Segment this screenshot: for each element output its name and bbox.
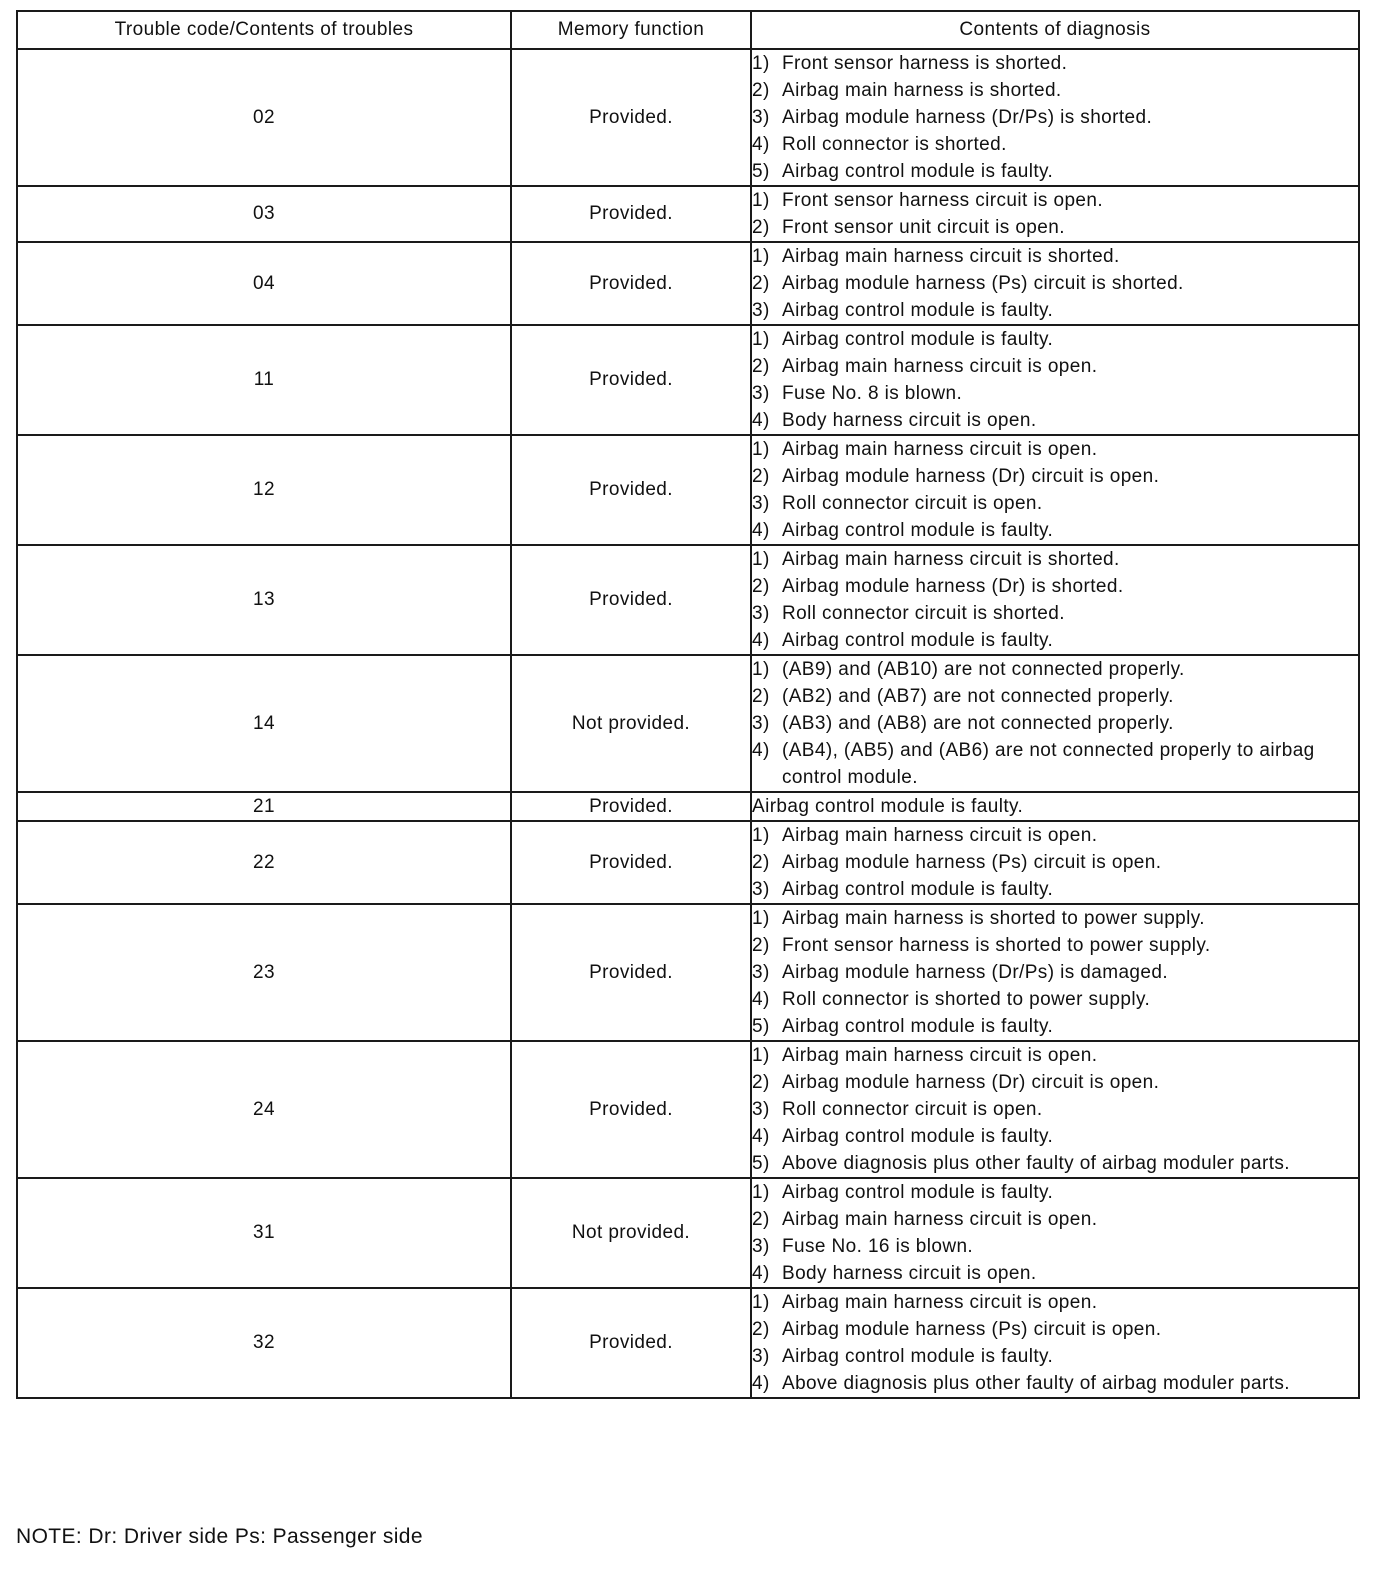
diagnosis-item-text: Airbag module harness (Ps) circuit is shorted. [782, 273, 1184, 294]
diagnosis-item [752, 959, 1358, 986]
diagnosis-item-number: 4) [752, 410, 770, 431]
diagnosis-item-text: Front sensor harness circuit is open. [782, 190, 1104, 211]
diagnosis-cell [751, 821, 1359, 904]
trouble-code-cell: 32 [17, 1288, 511, 1398]
header-memory-function: Memory function [511, 11, 751, 49]
trouble-code-cell: 24 [17, 1041, 511, 1178]
memory-function-cell: Provided. [511, 49, 751, 186]
diagnosis-item-text: Roll connector is shorted. [782, 134, 1007, 155]
diagnosis-item [752, 1042, 1358, 1069]
memory-function-cell: Provided. [511, 904, 751, 1041]
diagnosis-item-number: 1) [752, 53, 770, 74]
trouble-code-cell: 22 [17, 821, 511, 904]
diagnosis-item [752, 1096, 1358, 1123]
table-row [17, 545, 1359, 655]
diagnosis-item-number: 1) [752, 190, 770, 211]
diagnosis-item [752, 1179, 1358, 1206]
diagnosis-item-text: Airbag control module is faulty. [782, 630, 1054, 651]
diagnosis-item [752, 380, 1358, 407]
diagnosis-item-text: Airbag module harness (Dr/Ps) is damaged. [782, 962, 1169, 983]
diagnosis-list [752, 187, 1358, 241]
header-trouble-code: Trouble code/Contents of troubles [17, 11, 511, 49]
table-row [17, 49, 1359, 186]
table-row [17, 792, 1359, 821]
memory-function-cell: Provided. [511, 435, 751, 545]
diagnosis-item-number: 4) [752, 1373, 770, 1394]
diagnosis-item [752, 131, 1358, 158]
diagnosis-item-text: Airbag main harness circuit is open. [782, 1045, 1098, 1066]
diagnosis-item-number: 3) [752, 879, 770, 900]
diagnosis-item [752, 353, 1358, 380]
diagnosis-item-number: 3) [752, 603, 770, 624]
trouble-code-cell: 02 [17, 49, 511, 186]
diagnosis-item [752, 600, 1358, 627]
diagnosis-item [752, 1013, 1358, 1040]
diagnosis-item-text: Airbag module harness (Dr) circuit is open. [782, 466, 1160, 487]
memory-function-cell: Provided. [511, 545, 751, 655]
table-row [17, 186, 1359, 242]
table-header-row [17, 11, 1359, 49]
diagnosis-item-number: 3) [752, 1236, 770, 1257]
diagnosis-item-text: Airbag control module is faulty. [782, 879, 1054, 900]
diagnosis-item-text: Above diagnosis plus other faulty of airbag moduler parts. [782, 1153, 1290, 1174]
memory-function-cell: Provided. [511, 186, 751, 242]
diagnosis-item-number: 2) [752, 686, 770, 707]
diagnosis-item-number: 3) [752, 962, 770, 983]
diagnosis-cell [751, 242, 1359, 325]
memory-function-cell: Not provided. [511, 655, 751, 792]
diagnosis-item-number: 2) [752, 1319, 770, 1340]
diagnosis-item-number: 2) [752, 273, 770, 294]
diagnosis-item [752, 214, 1358, 241]
diagnosis-item-number: 1) [752, 908, 770, 929]
diagnosis-item-number: 2) [752, 217, 770, 238]
diagnosis-item-number: 5) [752, 1153, 770, 1174]
trouble-code-cell: 11 [17, 325, 511, 435]
diagnosis-item-number: 5) [752, 161, 770, 182]
diagnosis-item [752, 573, 1358, 600]
diagnosis-item [752, 932, 1358, 959]
diagnosis-item-number: 1) [752, 246, 770, 267]
diagnosis-item-number: 4) [752, 989, 770, 1010]
diagnosis-cell [751, 1178, 1359, 1288]
diagnosis-item [752, 297, 1358, 324]
diagnosis-item-text: Roll connector circuit is shorted. [782, 603, 1065, 624]
diagnosis-item-number: 4) [752, 630, 770, 651]
diagnosis-item-text: Airbag main harness circuit is open. [782, 1292, 1098, 1313]
trouble-code-cell: 04 [17, 242, 511, 325]
diagnosis-item-text: Airbag main harness is shorted to power supply. [782, 908, 1205, 929]
diagnosis-list [752, 436, 1358, 544]
diagnosis-item [752, 627, 1358, 654]
header-contents-of-diagnosis: Contents of diagnosis [751, 11, 1359, 49]
diagnosis-item [752, 905, 1358, 932]
diagnosis-item [752, 1260, 1358, 1287]
diagnosis-item-text: Roll connector is shorted to power supply. [782, 989, 1151, 1010]
diagnosis-item-text: Front sensor harness is shorted to power supply. [782, 935, 1211, 956]
diagnosis-list [752, 546, 1358, 654]
diagnosis-item-text: Roll connector circuit is open. [782, 1099, 1043, 1120]
table-row [17, 904, 1359, 1041]
diagnosis-item-text: Airbag module harness (Dr) circuit is open. [782, 1072, 1160, 1093]
diagnosis-item-text: Airbag main harness circuit is open. [782, 825, 1098, 846]
diagnosis-item [752, 1289, 1358, 1316]
diagnosis-list [752, 822, 1358, 903]
diagnosis-item-number: 2) [752, 852, 770, 873]
table-row [17, 325, 1359, 435]
diagnosis-item-number: 4) [752, 134, 770, 155]
diagnosis-item [752, 1123, 1358, 1150]
diagnosis-item [752, 158, 1358, 185]
diagnosis-cell [751, 1288, 1359, 1398]
diagnosis-item-text: Airbag control module is faulty. [782, 520, 1054, 541]
diagnosis-item-number: 3) [752, 300, 770, 321]
diagnosis-list [752, 905, 1358, 1040]
diagnosis-cell [751, 1041, 1359, 1178]
diagnosis-item [752, 326, 1358, 353]
diagnosis-item-text: Airbag main harness is shorted. [782, 80, 1062, 101]
diagnosis-item-number: 3) [752, 107, 770, 128]
diagnosis-item-text: (AB4), (AB5) and (AB6) are not connected properly to airbag control module. [782, 740, 1315, 788]
diagnosis-item [752, 187, 1358, 214]
trouble-code-table [16, 10, 1360, 1399]
diagnosis-list [752, 1289, 1358, 1397]
diagnosis-item [752, 490, 1358, 517]
diagnosis-item-text: Above diagnosis plus other faulty of airbag moduler parts. [782, 1373, 1290, 1394]
diagnosis-cell [751, 792, 1359, 821]
trouble-code-cell: 23 [17, 904, 511, 1041]
footnote: NOTE: Dr: Driver side Ps: Passenger side [16, 1525, 423, 1548]
diagnosis-item [752, 683, 1358, 710]
diagnosis-item-text: Airbag control module is faulty. [782, 1126, 1054, 1147]
diagnosis-item-number: 2) [752, 576, 770, 597]
diagnosis-item-number: 3) [752, 1346, 770, 1367]
diagnosis-item [752, 50, 1358, 77]
diagnosis-item-text: Airbag main harness circuit is shorted. [782, 246, 1120, 267]
diagnosis-item-number: 2) [752, 1072, 770, 1093]
table-row [17, 242, 1359, 325]
diagnosis-item-number: 4) [752, 1126, 770, 1147]
diagnosis-item-number: 1) [752, 1292, 770, 1313]
memory-function-cell: Provided. [511, 242, 751, 325]
diagnosis-item-text: Airbag control module is faulty. [782, 1182, 1054, 1203]
diagnosis-item [752, 737, 1358, 791]
diagnosis-cell [751, 435, 1359, 545]
diagnosis-item [752, 407, 1358, 434]
diagnosis-item [752, 876, 1358, 903]
table-row [17, 655, 1359, 792]
table-body [17, 49, 1359, 1398]
trouble-code-sheet [16, 10, 1358, 1399]
trouble-code-cell: 03 [17, 186, 511, 242]
diagnosis-item-text: Front sensor unit circuit is open. [782, 217, 1065, 238]
diagnosis-item-text: Airbag control module is faulty. [782, 300, 1054, 321]
diagnosis-item-number: 2) [752, 356, 770, 377]
trouble-code-cell: 14 [17, 655, 511, 792]
memory-function-cell: Provided. [511, 1288, 751, 1398]
diagnosis-item [752, 243, 1358, 270]
diagnosis-item-text: Body harness circuit is open. [782, 410, 1037, 431]
diagnosis-item [752, 822, 1358, 849]
diagnosis-item [752, 436, 1358, 463]
diagnosis-item-text: Airbag control module is faulty. [782, 1016, 1054, 1037]
diagnosis-item [752, 463, 1358, 490]
diagnosis-item-number: 1) [752, 439, 770, 460]
diagnosis-item-number: 2) [752, 1209, 770, 1230]
diagnosis-item [752, 986, 1358, 1013]
diagnosis-item-number: 2) [752, 80, 770, 101]
diagnosis-item-number: 1) [752, 549, 770, 570]
diagnosis-item-number: 5) [752, 1016, 770, 1037]
trouble-code-cell: 21 [17, 792, 511, 821]
diagnosis-cell [751, 904, 1359, 1041]
diagnosis-item [752, 270, 1358, 297]
memory-function-cell: Provided. [511, 792, 751, 821]
table-row [17, 821, 1359, 904]
diagnosis-item [752, 1343, 1358, 1370]
diagnosis-item-number: 1) [752, 1182, 770, 1203]
diagnosis-item [752, 1316, 1358, 1343]
diagnosis-cell [751, 49, 1359, 186]
diagnosis-item [752, 517, 1358, 544]
diagnosis-item-number: 3) [752, 383, 770, 404]
diagnosis-item [752, 710, 1358, 737]
diagnosis-item-text: Airbag control module is faulty. [782, 329, 1054, 350]
trouble-code-cell: 31 [17, 1178, 511, 1288]
diagnosis-item-number: 3) [752, 493, 770, 514]
diagnosis-item-text: Airbag module harness (Ps) circuit is open. [782, 1319, 1162, 1340]
memory-function-cell: Provided. [511, 325, 751, 435]
table-row [17, 435, 1359, 545]
diagnosis-item [752, 1069, 1358, 1096]
diagnosis-item-text: (AB9) and (AB10) are not connected properly. [782, 659, 1185, 680]
diagnosis-list [752, 50, 1358, 185]
diagnosis-cell [751, 186, 1359, 242]
diagnosis-item-number: 4) [752, 740, 770, 761]
diagnosis-item-text: Airbag module harness (Dr/Ps) is shorted. [782, 107, 1153, 128]
diagnosis-item-number: 3) [752, 1099, 770, 1120]
diagnosis-item-text: Airbag main harness circuit is open. [782, 1209, 1098, 1230]
diagnosis-item-text: Airbag module harness (Ps) circuit is open. [782, 852, 1162, 873]
diagnosis-item-number: 1) [752, 659, 770, 680]
diagnosis-item-text: Body harness circuit is open. [782, 1263, 1037, 1284]
memory-function-cell: Provided. [511, 821, 751, 904]
diagnosis-item-number: 3) [752, 713, 770, 734]
diagnosis-list [752, 326, 1358, 434]
diagnosis-item [752, 1370, 1358, 1397]
diagnosis-item-text: Airbag control module is faulty. [782, 161, 1054, 182]
diagnosis-item-text: Airbag control module is faulty. [782, 1346, 1054, 1367]
diagnosis-item [752, 849, 1358, 876]
diagnosis-item-text: (AB2) and (AB7) are not connected properly. [782, 686, 1174, 707]
table-row [17, 1041, 1359, 1178]
memory-function-cell: Provided. [511, 1041, 751, 1178]
memory-function-cell: Not provided. [511, 1178, 751, 1288]
diagnosis-item [752, 104, 1358, 131]
diagnosis-item-number: 1) [752, 1045, 770, 1066]
diagnosis-item-number: 1) [752, 825, 770, 846]
diagnosis-item-text: Fuse No. 16 is blown. [782, 1236, 974, 1257]
diagnosis-list [752, 1042, 1358, 1177]
diagnosis-item-text: Airbag module harness (Dr) is shorted. [782, 576, 1124, 597]
diagnosis-item-text: (AB3) and (AB8) are not connected properly. [782, 713, 1174, 734]
diagnosis-item [752, 656, 1358, 683]
table-row [17, 1288, 1359, 1398]
diagnosis-item [752, 1233, 1358, 1260]
diagnosis-item-text: Airbag main harness circuit is open. [782, 356, 1098, 377]
diagnosis-item-number: 2) [752, 466, 770, 487]
table-row [17, 1178, 1359, 1288]
diagnosis-list [752, 243, 1358, 324]
diagnosis-cell [751, 655, 1359, 792]
trouble-code-cell: 13 [17, 545, 511, 655]
diagnosis-item-number: 4) [752, 520, 770, 541]
diagnosis-item-text: Roll connector circuit is open. [782, 493, 1043, 514]
diagnosis-item-number: 1) [752, 329, 770, 350]
diagnosis-text: Airbag control module is faulty. [752, 796, 1024, 817]
diagnosis-item-text: Airbag main harness circuit is shorted. [782, 549, 1120, 570]
diagnosis-item-text: Airbag main harness circuit is open. [782, 439, 1098, 460]
diagnosis-item-text: Front sensor harness is shorted. [782, 53, 1068, 74]
diagnosis-item-number: 2) [752, 935, 770, 956]
diagnosis-cell [751, 325, 1359, 435]
diagnosis-item [752, 1150, 1358, 1177]
trouble-code-cell: 12 [17, 435, 511, 545]
diagnosis-item-text: Fuse No. 8 is blown. [782, 383, 963, 404]
diagnosis-item-number: 4) [752, 1263, 770, 1284]
diagnosis-list [752, 1179, 1358, 1287]
diagnosis-item [752, 1206, 1358, 1233]
diagnosis-item [752, 77, 1358, 104]
diagnosis-list [752, 656, 1358, 791]
diagnosis-item [752, 546, 1358, 573]
diagnosis-cell [751, 545, 1359, 655]
